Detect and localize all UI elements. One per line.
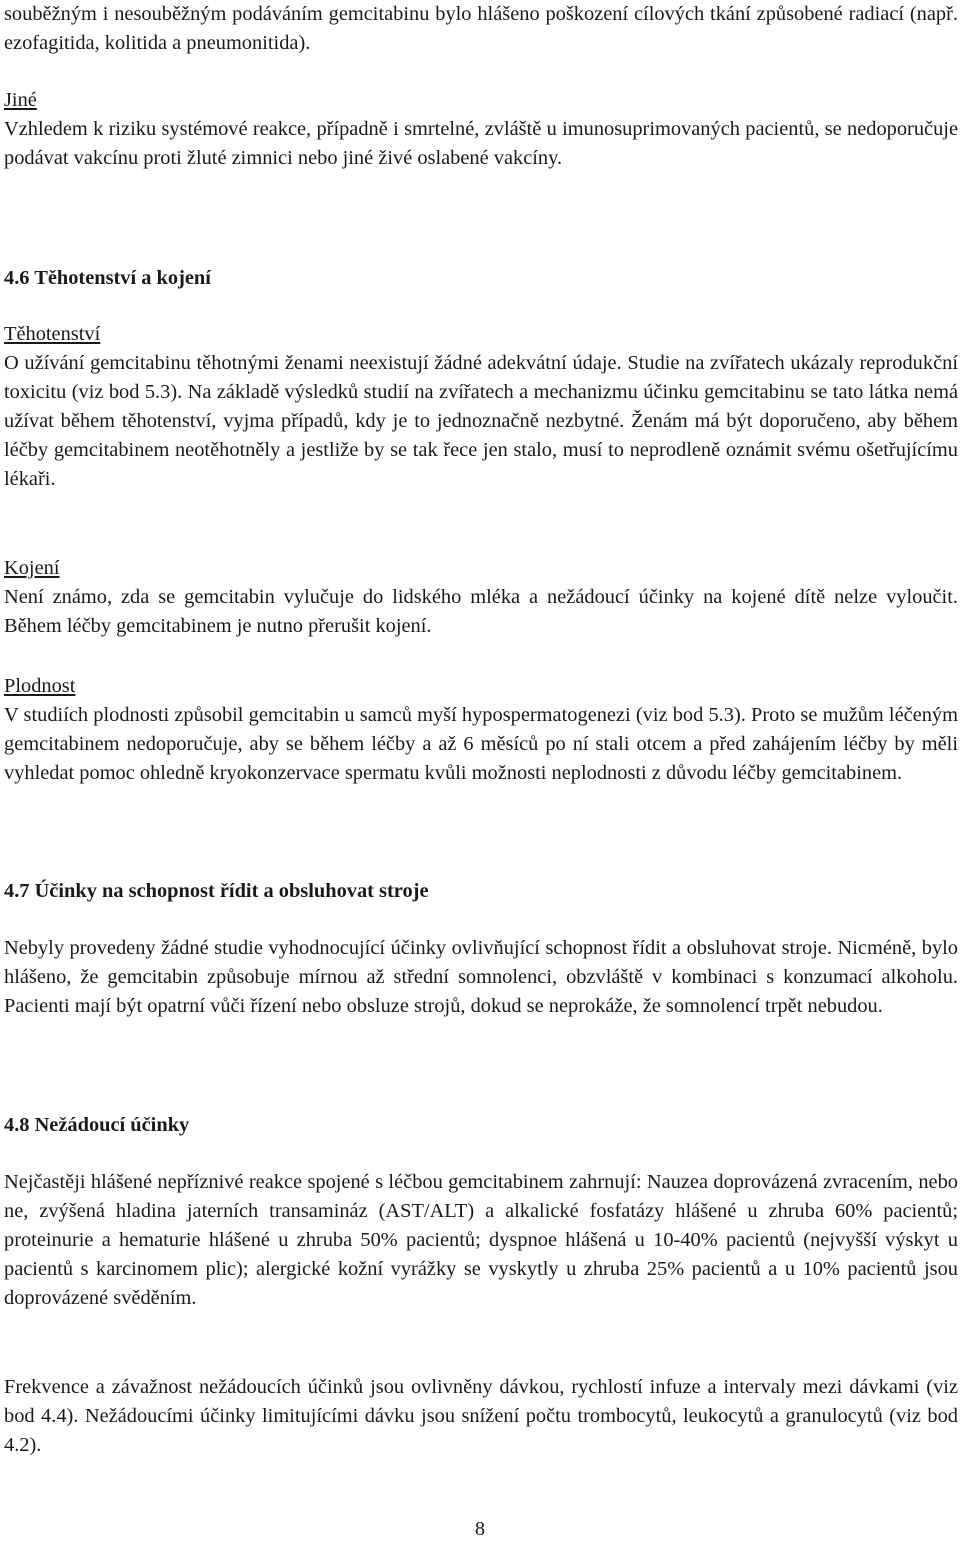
section-4-8-heading: 4.8 Nežádoucí účinky [4,1114,190,1136]
intro-continued-paragraph: souběžným i nesouběžným podáváním gemcitabinu bylo hlášeno poškození cílových tkání způsobené radiací (např. ezofagitida, kolitida a pneumonitida). [4,3,958,54]
breastfeeding-heading: Kojení [4,557,60,579]
section-4-7-paragraph: Nebyly provedeny žádné studie vyhodnocující účinky ovlivňující schopnost řídit a obsluhovat stroje. Nicméně, bylo hlášeno, že gemcitabin způsobuje mírnou až střední somnolenci, obzvláště v kombinaci s konzumací alkoholu. Pacienti mají být opatrní vůči řízení nebo obsluze strojů, dokud se neprokáže, že somnolencí trpět nebudou. [4,937,958,1017]
other-paragraph: Vzhledem k riziku systémové reakce, případně i smrtelné, zvláště u imunosuprimovaných pacientů, se nedoporučuje podávat vakcínu proti žluté zimnici nebo jiné živé oslabené vakcíny. [4,117,958,169]
breastfeeding-paragraph: Není známo, zda se gemcitabin vylučuje do lidského mléka a nežádoucí účinky na kojené dítě nelze vyloučit. Během léčby gemcitabinem je nutno přerušit kojení. [4,585,958,637]
section-4-7-heading: 4.7 Účinky na schopnost řídit a obsluhovat stroje [4,880,429,902]
other-section [4,86,958,173]
pregnancy-paragraph: O užívání gemcitabinu těhotnými ženami neexistují žádné adekvátní údaje. Studie na zvířatech ukázaly reprodukční toxicitu (viz bod 5.3). Na základě výsledků studií na zvířatech a mechanizmu účinku gemcitabinu se tato látka nemá užívat během těhotenství, vyjma případů, kdy je to jednoznačně nezbytné. Ženám má být doporučeno, aby během léčby gemcitabinem neotěhotněly a jestliže by se tak řece jen stalo, musí to neprodleně oznámit svému ošetřujícímu lékaři. [4,351,958,490]
pregnancy-section [4,320,958,493]
page-number: 8 [474,1518,486,1540]
fertility-heading: Plodnost [4,675,76,697]
section-4-6-heading: 4.6 Těhotenství a kojení [4,267,211,289]
pregnancy-heading: Těhotenství [4,323,101,345]
fertility-paragraph: V studiích plodnosti způsobil gemcitabin u samců myší hypospermatogenezi (viz bod 5.3). Proto se mužům léčeným gemcitabinem nedoporučuje, aby se během léčby a až 6 měsíců po ní stali otcem a před zahájením léčby by měli vyhledat pomoc ohledně kryokonzervace spermatu kvůli možnosti neplodnosti z důvodu léčby gemcitabinem. [4,703,958,784]
breastfeeding-section [4,554,958,641]
section-4-8-paragraph-1: Nejčastěji hlášené nepříznivé reakce spojené s léčbou gemcitabinem zahrnují: Nauzea doprovázená zvracením, nebo ne, zvýšená hladina jaterních transamináz (AST/ALT) a alkalické fosfatázy hlášené u zhruba 60% pacientů; proteinurie a hematurie hlášené u zhruba 50% pacientů; dyspnoe hlášená u 10-40% pacientů (nejvyšší výskyt u pacientů s karcinomem plic); alergické kožní vyrážky se vyskytly u zhruba 25% pacientů a u 10% pacientů jsou doprovázené svěděním. [4,1171,958,1309]
fertility-section [4,672,958,788]
other-heading: Jiné [4,89,37,111]
section-4-8-paragraph-2: Frekvence a závažnost nežádoucích účinků jsou ovlivněny dávkou, rychlostí infuze a intervaly mezi dávkami (viz bod 4.4). Nežádoucími účinky limitujícími dávku jsou snížení počtu trombocytů, leukocytů a granulocytů (viz bod 4.2). [4,1376,958,1456]
